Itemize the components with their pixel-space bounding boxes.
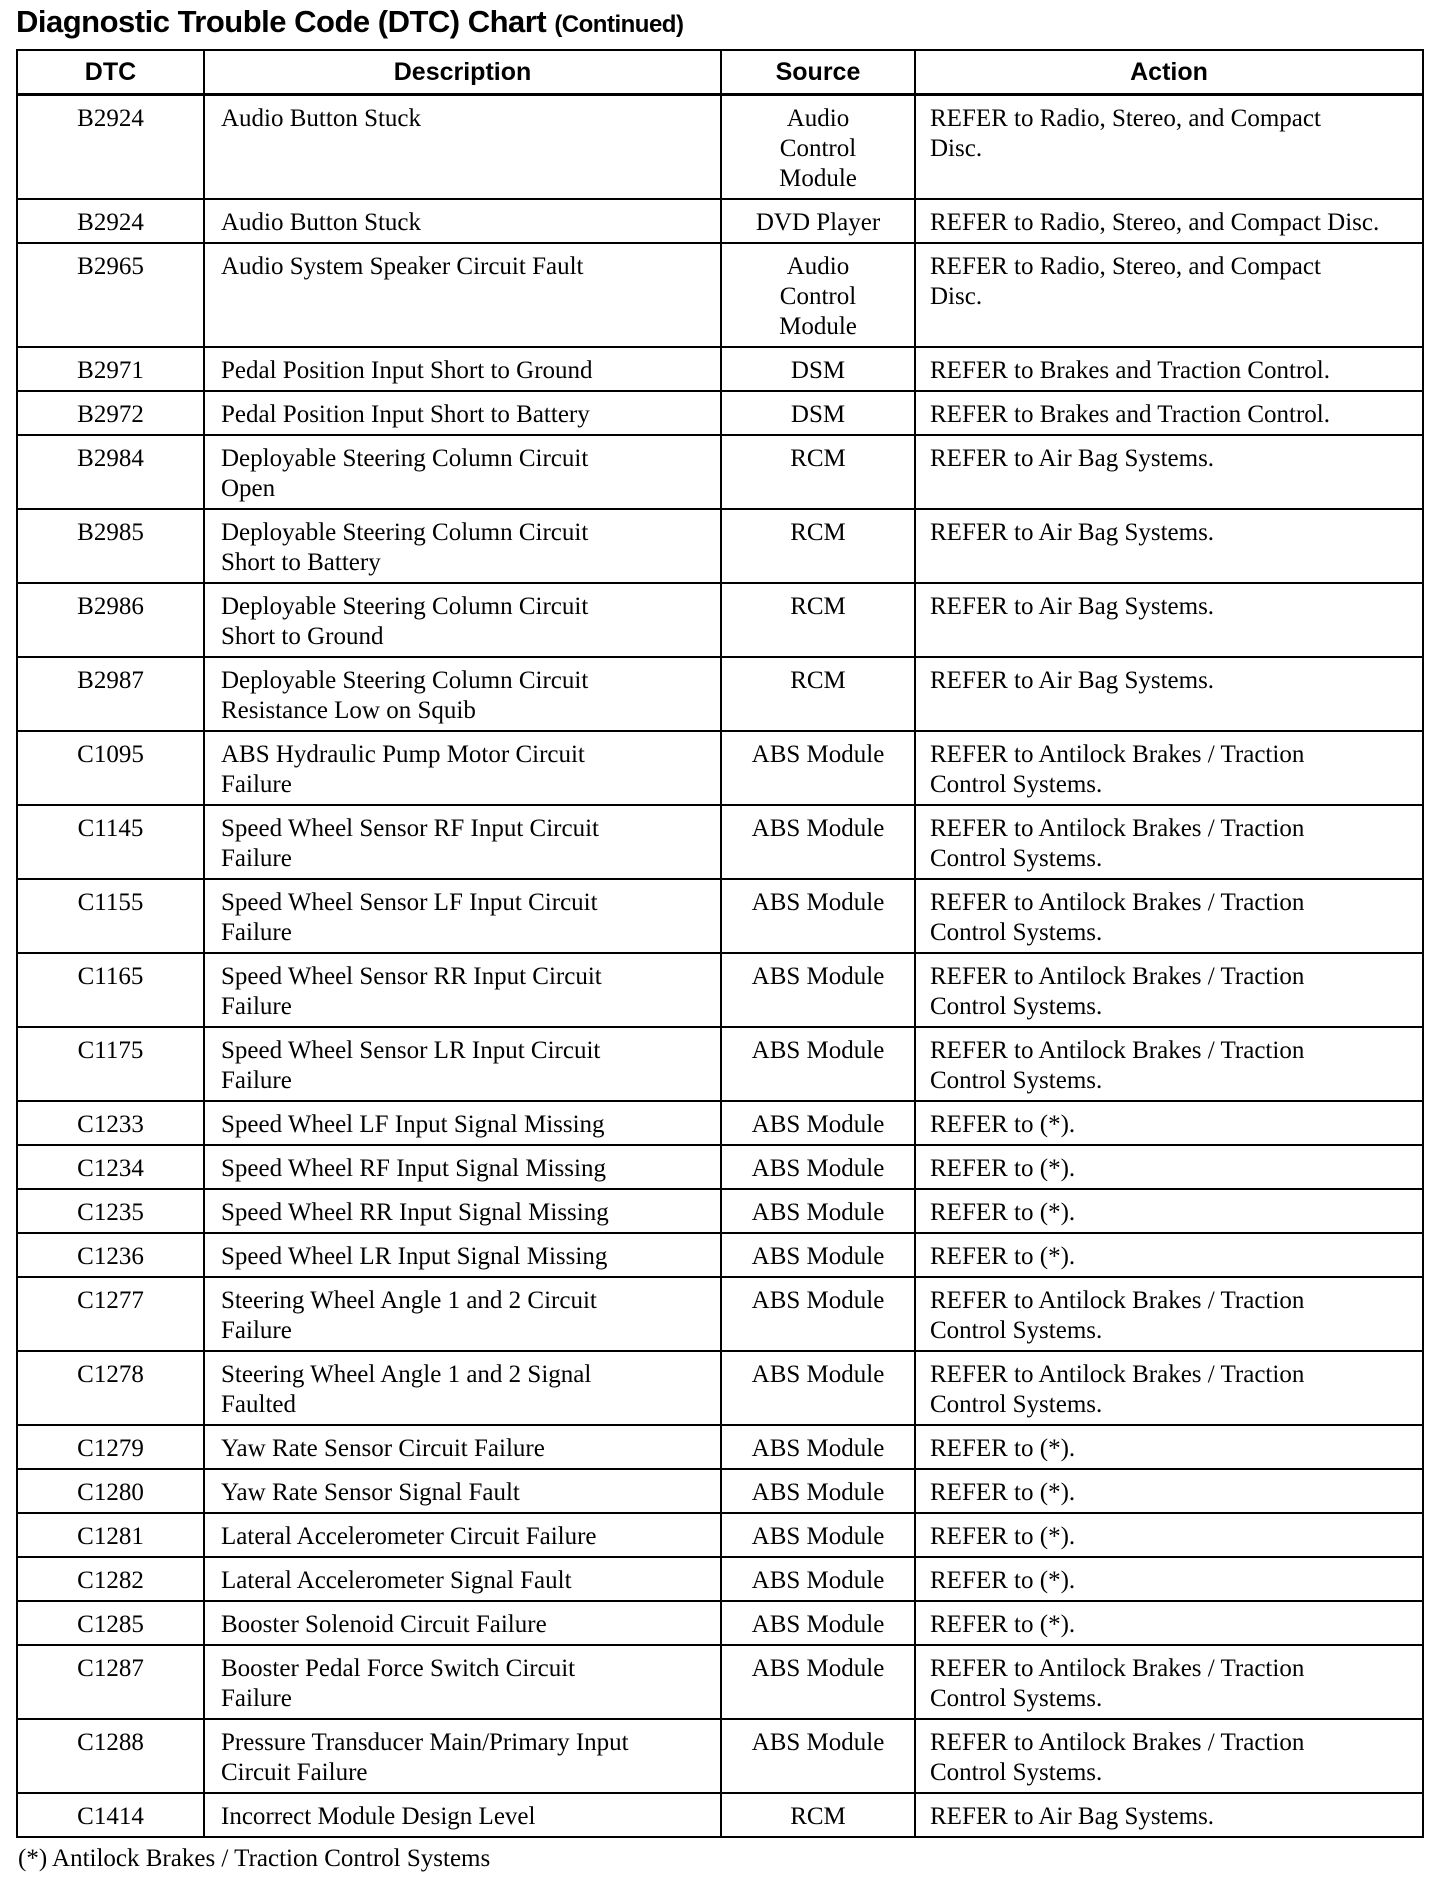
source-cell: RCM <box>721 657 915 731</box>
action-cell: REFER to (*). <box>915 1425 1423 1469</box>
dtc-cell: B2985 <box>17 509 204 583</box>
action-cell: REFER to Brakes and Traction Control. <box>915 391 1423 435</box>
dtc-cell: C1279 <box>17 1425 204 1469</box>
action-cell: REFER to (*). <box>915 1233 1423 1277</box>
dtc-cell: C1288 <box>17 1719 204 1793</box>
table-row <box>17 1425 1423 1469</box>
dtc-cell: C1236 <box>17 1233 204 1277</box>
table-row <box>17 435 1423 509</box>
source-cell: ABS Module <box>721 731 915 805</box>
action-cell: REFER to (*). <box>915 1101 1423 1145</box>
action-cell: REFER to Antilock Brakes / Traction Control Systems. <box>915 731 1423 805</box>
source-cell: ABS Module <box>721 805 915 879</box>
action-cell: REFER to Antilock Brakes / Traction Control Systems. <box>915 879 1423 953</box>
table-row <box>17 1145 1423 1189</box>
source-cell: RCM <box>721 435 915 509</box>
dtc-cell: B2986 <box>17 583 204 657</box>
source-cell: ABS Module <box>721 1645 915 1719</box>
table-row <box>17 1557 1423 1601</box>
action-cell: REFER to Air Bag Systems. <box>915 509 1423 583</box>
description-cell: Deployable Steering Column Circuit Resistance Low on Squib <box>204 657 721 731</box>
table-row <box>17 731 1423 805</box>
description-cell: Speed Wheel Sensor LR Input Circuit Failure <box>204 1027 721 1101</box>
footnote: (*) Antilock Brakes / Traction Control Systems <box>18 1845 491 1872</box>
header-source: Source <box>721 50 915 95</box>
content <box>16 49 1422 1874</box>
header-description: Description <box>204 50 721 95</box>
description-cell: Yaw Rate Sensor Signal Fault <box>204 1469 721 1513</box>
table-row <box>17 1027 1423 1101</box>
header-dtc: DTC <box>17 50 204 95</box>
dtc-cell: C1234 <box>17 1145 204 1189</box>
source-cell: RCM <box>721 1793 915 1837</box>
table-row <box>17 1189 1423 1233</box>
table-row <box>17 509 1423 583</box>
description-cell: Steering Wheel Angle 1 and 2 Signal Faulted <box>204 1351 721 1425</box>
action-cell: REFER to (*). <box>915 1469 1423 1513</box>
description-cell: Lateral Accelerometer Signal Fault <box>204 1557 721 1601</box>
action-cell: REFER to (*). <box>915 1601 1423 1645</box>
description-cell: Deployable Steering Column Circuit Short to Ground <box>204 583 721 657</box>
dtc-cell: C1145 <box>17 805 204 879</box>
description-cell: Audio Button Stuck <box>204 95 721 200</box>
dtc-cell: C1155 <box>17 879 204 953</box>
table-row <box>17 347 1423 391</box>
dtc-cell: C1287 <box>17 1645 204 1719</box>
table-row <box>17 1233 1423 1277</box>
dtc-cell: C1414 <box>17 1793 204 1837</box>
source-cell: Audio Control Module <box>721 95 915 200</box>
dtc-cell: C1095 <box>17 731 204 805</box>
description-cell: Speed Wheel Sensor RR Input Circuit Failure <box>204 953 721 1027</box>
source-cell: ABS Module <box>721 1101 915 1145</box>
description-cell: Speed Wheel LF Input Signal Missing <box>204 1101 721 1145</box>
description-cell: Speed Wheel RF Input Signal Missing <box>204 1145 721 1189</box>
dtc-cell: C1175 <box>17 1027 204 1101</box>
source-cell: ABS Module <box>721 1557 915 1601</box>
action-cell: REFER to (*). <box>915 1557 1423 1601</box>
dtc-table <box>16 49 1424 1838</box>
action-cell: REFER to Brakes and Traction Control. <box>915 347 1423 391</box>
dtc-cell: B2984 <box>17 435 204 509</box>
source-cell: ABS Module <box>721 1513 915 1557</box>
header-action: Action <box>915 50 1423 95</box>
description-cell: Booster Pedal Force Switch Circuit Failure <box>204 1645 721 1719</box>
description-cell: Speed Wheel LR Input Signal Missing <box>204 1233 721 1277</box>
description-cell: Pedal Position Input Short to Battery <box>204 391 721 435</box>
action-cell: REFER to Radio, Stereo, and Compact Disc. <box>915 243 1423 347</box>
table-row <box>17 1277 1423 1351</box>
source-cell: ABS Module <box>721 1601 915 1645</box>
dtc-cell: B2971 <box>17 347 204 391</box>
source-cell: RCM <box>721 583 915 657</box>
source-cell: ABS Module <box>721 879 915 953</box>
dtc-cell: C1278 <box>17 1351 204 1425</box>
source-cell: ABS Module <box>721 1277 915 1351</box>
description-cell: Incorrect Module Design Level <box>204 1793 721 1837</box>
description-cell: Deployable Steering Column Circuit Open <box>204 435 721 509</box>
table-row <box>17 199 1423 243</box>
table-row <box>17 391 1423 435</box>
table-row <box>17 1601 1423 1645</box>
dtc-cell: C1282 <box>17 1557 204 1601</box>
dtc-cell: B2924 <box>17 199 204 243</box>
action-cell: REFER to Radio, Stereo, and Compact Disc. <box>915 199 1423 243</box>
description-cell: Pressure Transducer Main/Primary Input Circuit Failure <box>204 1719 721 1793</box>
table-row <box>17 879 1423 953</box>
source-cell: DSM <box>721 391 915 435</box>
title-suffix: (Continued) <box>554 11 684 38</box>
action-cell: REFER to Antilock Brakes / Traction Control Systems. <box>915 1645 1423 1719</box>
action-cell: REFER to Antilock Brakes / Traction Control Systems. <box>915 1277 1423 1351</box>
dtc-cell: C1235 <box>17 1189 204 1233</box>
page-title <box>16 4 683 40</box>
table-row <box>17 805 1423 879</box>
dtc-cell: C1277 <box>17 1277 204 1351</box>
table-row <box>17 1645 1423 1719</box>
source-cell: Audio Control Module <box>721 243 915 347</box>
action-cell: REFER to Antilock Brakes / Traction Control Systems. <box>915 953 1423 1027</box>
table-header-row <box>17 50 1423 95</box>
action-cell: REFER to Radio, Stereo, and Compact Disc. <box>915 95 1423 200</box>
dtc-cell: C1280 <box>17 1469 204 1513</box>
dtc-cell: C1281 <box>17 1513 204 1557</box>
action-cell: REFER to (*). <box>915 1513 1423 1557</box>
dtc-cell: C1285 <box>17 1601 204 1645</box>
action-cell: REFER to Antilock Brakes / Traction Control Systems. <box>915 1351 1423 1425</box>
table-row <box>17 95 1423 200</box>
description-cell: Speed Wheel Sensor LF Input Circuit Failure <box>204 879 721 953</box>
dtc-cell: C1165 <box>17 953 204 1027</box>
dtc-cell: B2972 <box>17 391 204 435</box>
source-cell: ABS Module <box>721 1719 915 1793</box>
source-cell: ABS Module <box>721 1351 915 1425</box>
action-cell: REFER to (*). <box>915 1145 1423 1189</box>
table-row <box>17 1101 1423 1145</box>
description-cell: Speed Wheel Sensor RF Input Circuit Failure <box>204 805 721 879</box>
description-cell: Audio System Speaker Circuit Fault <box>204 243 721 347</box>
dtc-cell: B2924 <box>17 95 204 200</box>
table-row <box>17 1719 1423 1793</box>
dtc-cell: C1233 <box>17 1101 204 1145</box>
source-cell: DVD Player <box>721 199 915 243</box>
table-row <box>17 1793 1423 1837</box>
source-cell: RCM <box>721 509 915 583</box>
table-row <box>17 583 1423 657</box>
source-cell: ABS Module <box>721 1233 915 1277</box>
action-cell: REFER to Air Bag Systems. <box>915 583 1423 657</box>
table-row <box>17 1469 1423 1513</box>
description-cell: Steering Wheel Angle 1 and 2 Circuit Failure <box>204 1277 721 1351</box>
table-row <box>17 243 1423 347</box>
action-cell: REFER to Antilock Brakes / Traction Control Systems. <box>915 805 1423 879</box>
action-cell: REFER to Air Bag Systems. <box>915 657 1423 731</box>
dtc-cell: B2987 <box>17 657 204 731</box>
action-cell: REFER to (*). <box>915 1189 1423 1233</box>
dtc-cell: B2965 <box>17 243 204 347</box>
description-cell: Deployable Steering Column Circuit Short to Battery <box>204 509 721 583</box>
description-cell: Speed Wheel RR Input Signal Missing <box>204 1189 721 1233</box>
table-row <box>17 953 1423 1027</box>
description-cell: Booster Solenoid Circuit Failure <box>204 1601 721 1645</box>
source-cell: ABS Module <box>721 953 915 1027</box>
action-cell: REFER to Antilock Brakes / Traction Control Systems. <box>915 1719 1423 1793</box>
description-cell: Pedal Position Input Short to Ground <box>204 347 721 391</box>
table-body <box>17 95 1423 1838</box>
table-row <box>17 1351 1423 1425</box>
action-cell: REFER to Antilock Brakes / Traction Control Systems. <box>915 1027 1423 1101</box>
description-cell: Lateral Accelerometer Circuit Failure <box>204 1513 721 1557</box>
table-row <box>17 657 1423 731</box>
action-cell: REFER to Air Bag Systems. <box>915 435 1423 509</box>
source-cell: ABS Module <box>721 1027 915 1101</box>
source-cell: ABS Module <box>721 1189 915 1233</box>
action-cell: REFER to Air Bag Systems. <box>915 1793 1423 1837</box>
source-cell: ABS Module <box>721 1469 915 1513</box>
source-cell: ABS Module <box>721 1425 915 1469</box>
description-cell: ABS Hydraulic Pump Motor Circuit Failure <box>204 731 721 805</box>
table-row <box>17 1513 1423 1557</box>
description-cell: Yaw Rate Sensor Circuit Failure <box>204 1425 721 1469</box>
source-cell: ABS Module <box>721 1145 915 1189</box>
title-text: Diagnostic Trouble Code (DTC) Chart <box>16 4 547 39</box>
description-cell: Audio Button Stuck <box>204 199 721 243</box>
source-cell: DSM <box>721 347 915 391</box>
